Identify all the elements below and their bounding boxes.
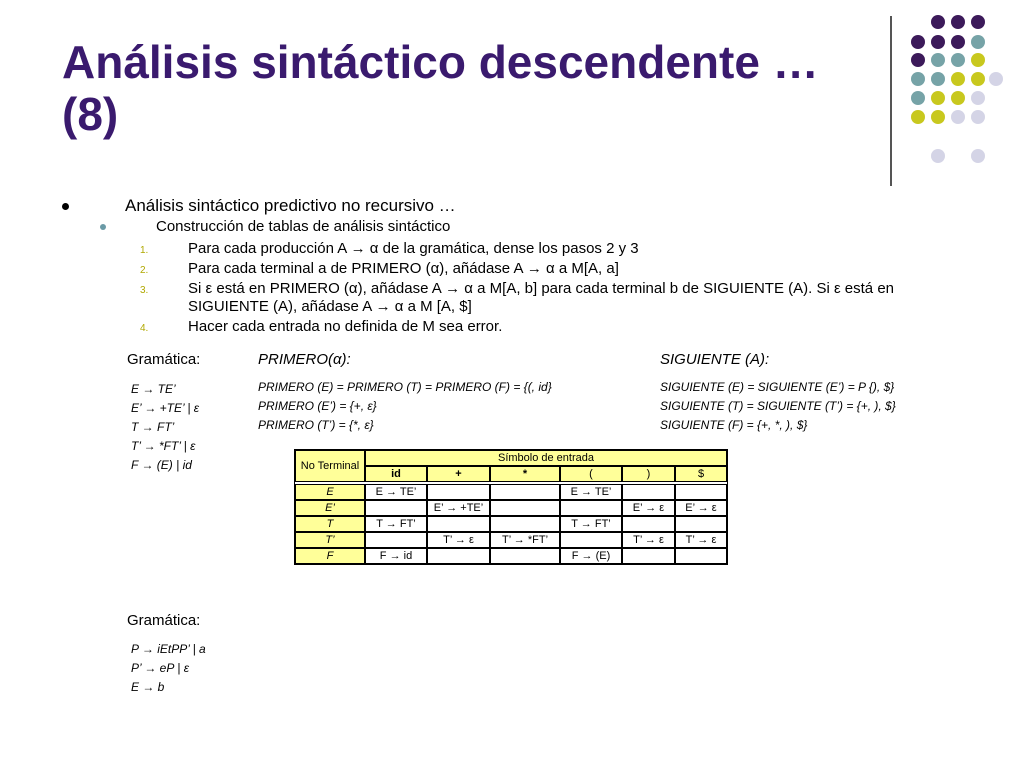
column-header: (: [560, 466, 622, 482]
decorative-dot: [931, 35, 945, 49]
bullet-dot-icon: [62, 203, 69, 210]
siguiente-label: SIGUIENTE (A):: [660, 351, 770, 368]
column-header: *: [490, 466, 560, 482]
step-number: 4.: [140, 323, 149, 334]
table-row: [295, 548, 727, 564]
decorative-dot: [951, 110, 965, 124]
siguiente-rows: [660, 378, 896, 435]
step-item: [140, 240, 960, 258]
table-cell: [490, 516, 560, 532]
step-item: [140, 318, 960, 336]
table-cell: T → FT’: [365, 516, 427, 532]
decorative-dot: [971, 15, 985, 29]
table-cell: T’ → ε: [675, 532, 727, 548]
decorative-dot: [951, 53, 965, 67]
table-cell: [365, 532, 427, 548]
step-number: 2.: [140, 265, 149, 276]
table-cell: E → TE’: [365, 484, 427, 500]
decorative-dots: [0, 0, 1024, 200]
table-cell: T’ → ε: [427, 532, 490, 548]
decorative-dot: [931, 110, 945, 124]
nonterminal-cell: E’: [295, 500, 365, 516]
table-cell: [622, 548, 675, 564]
step-item: [140, 260, 960, 278]
primero-row: PRIMERO (E’) = {+, ε}: [258, 399, 377, 413]
table-cell: [675, 484, 727, 500]
grammar-rule: F → (E) | id: [131, 458, 192, 472]
decorative-dot: [971, 110, 985, 124]
table-cell: T → FT’: [560, 516, 622, 532]
decorative-dot: [911, 53, 925, 67]
decorative-dot: [951, 15, 965, 29]
nonterminal-cell: E: [295, 484, 365, 500]
decorative-dot: [911, 72, 925, 86]
bullet-dot-icon: [100, 224, 106, 230]
bullet-level2-text: Construcción de tablas de análisis sintáctico: [156, 218, 451, 235]
grammar-rule: E → b: [131, 680, 165, 694]
table-group-header: Símbolo de entrada: [365, 450, 727, 466]
table-cell: E’ → ε: [675, 500, 727, 516]
decorative-dot: [911, 35, 925, 49]
column-header: ): [622, 466, 675, 482]
table-cell: E’ → ε: [622, 500, 675, 516]
table-cell: E’ → +TE’: [427, 500, 490, 516]
slide-title: Análisis sintáctico descendente … (8): [62, 36, 819, 140]
step-number: 3.: [140, 285, 149, 296]
table-cell: [622, 516, 675, 532]
nonterminal-cell: F: [295, 548, 365, 564]
grammar2-label: Gramática:: [127, 612, 201, 629]
table-cell: [675, 548, 727, 564]
decorative-dot: [911, 110, 925, 124]
table-cell: F → id: [365, 548, 427, 564]
table-cell: [675, 516, 727, 532]
table-cell: E → TE’: [560, 484, 622, 500]
primero-label: PRIMERO(α):: [258, 351, 351, 368]
primero-row: PRIMERO (E) = PRIMERO (T) = PRIMERO (F) = {(, id}: [258, 380, 552, 394]
step-text: Hacer cada entrada no definida de M sea error.: [188, 318, 503, 335]
step-item: [140, 280, 960, 316]
table-cell: [427, 548, 490, 564]
table-cell: [427, 484, 490, 500]
table-cell: [365, 500, 427, 516]
decorative-dot: [931, 91, 945, 105]
grammar-rule: T’ → *FT’ | ε: [131, 439, 196, 453]
table-row: [295, 532, 727, 548]
parsing-table: [294, 449, 728, 565]
step-text: Si ε está en PRIMERO (α), añádase A → α a M[A, b] para cada terminal b de SIGUIENTE (A). Si ε está en SIGUIENTE (A), añádase A → α a M [A, $]: [188, 280, 895, 315]
table-cell: [490, 500, 560, 516]
decorative-dot: [989, 72, 1003, 86]
decorative-dot: [931, 149, 945, 163]
decorative-dot: [931, 72, 945, 86]
column-header: $: [675, 466, 727, 482]
decorative-dot: [931, 15, 945, 29]
step-list: [140, 240, 960, 338]
nonterminal-cell: T: [295, 516, 365, 532]
grammar-rule: E → TE’: [131, 382, 176, 396]
table-cell: F → (E): [560, 548, 622, 564]
table-cell: T’ → ε: [622, 532, 675, 548]
table-cell: [560, 500, 622, 516]
table-row: [295, 484, 727, 500]
grammar1-label: Gramática:: [127, 351, 201, 368]
decorative-dot: [971, 35, 985, 49]
table-cell: [622, 484, 675, 500]
step-text: Para cada terminal a de PRIMERO (α), añádase A → α a M[A, a]: [188, 260, 619, 277]
primero-rows: [258, 378, 552, 435]
table-row: [295, 516, 727, 532]
step-text: Para cada producción A → α de la gramática, dense los pasos 2 y 3: [188, 240, 639, 257]
bullet-level1-text: Análisis sintáctico predictivo no recursivo …: [125, 196, 456, 215]
table-row: [295, 500, 727, 516]
decorative-dot: [931, 53, 945, 67]
decorative-dot: [971, 91, 985, 105]
table-cell: [490, 484, 560, 500]
step-number: 1.: [140, 245, 149, 256]
decorative-dot: [951, 35, 965, 49]
grammar-rule: P → iEtPP’ | a: [131, 642, 206, 656]
nonterminal-cell: T’: [295, 532, 365, 548]
grammar-rule: T → FT’: [131, 420, 175, 434]
grammar1-rules: [131, 380, 199, 475]
decorative-dot: [951, 91, 965, 105]
table-corner-header: No Terminal: [295, 450, 365, 482]
table-cell: [427, 516, 490, 532]
decorative-dot: [951, 72, 965, 86]
grammar-rule: E’ → +TE’ | ε: [131, 401, 200, 415]
dot-grid: [911, 15, 1003, 163]
siguiente-row: SIGUIENTE (T) = SIGUIENTE (T’) = {+, ), $}: [660, 399, 896, 413]
column-header: id: [365, 466, 427, 482]
table-cell: [560, 532, 622, 548]
grammar2-rules: [131, 640, 206, 697]
decorative-dot: [971, 72, 985, 86]
table-cell: [490, 548, 560, 564]
grammar-rule: P’ → eP | ε: [131, 661, 189, 675]
primero-row: PRIMERO (T’) = {*, ε}: [258, 418, 374, 432]
decorative-dot: [971, 149, 985, 163]
decorative-dot: [911, 91, 925, 105]
siguiente-row: SIGUIENTE (E) = SIGUIENTE (E’) = P {), $}: [660, 380, 895, 394]
column-header: +: [427, 466, 490, 482]
siguiente-row: SIGUIENTE (F) = {+, *, ), $}: [660, 418, 808, 432]
decorative-dot: [971, 53, 985, 67]
table-cell: T’ → *FT’: [490, 532, 560, 548]
